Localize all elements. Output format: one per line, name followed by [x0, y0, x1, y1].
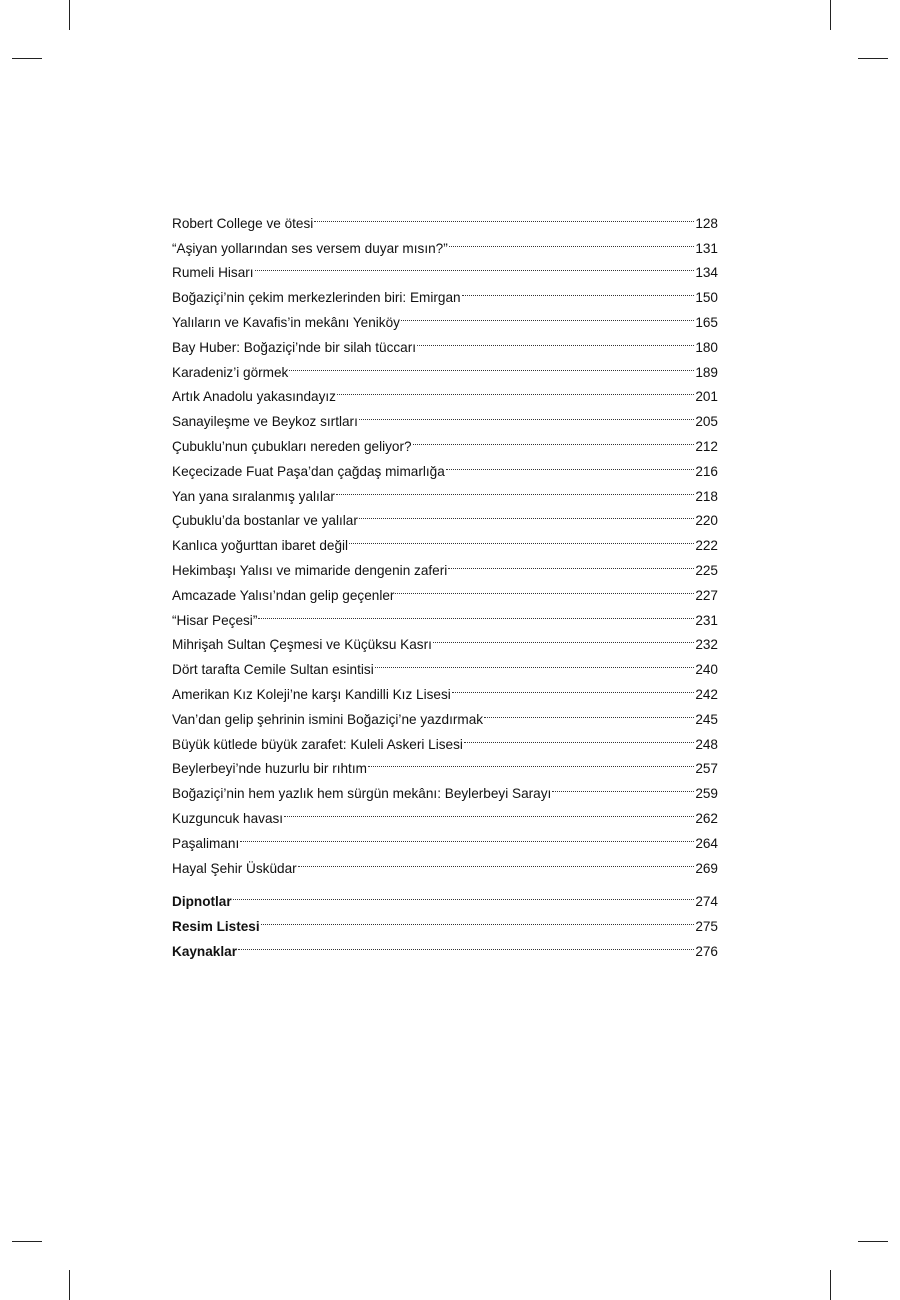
- toc-entry-page-number: 189: [695, 364, 718, 380]
- toc-entry-title: Robert College ve ötesi: [172, 215, 314, 231]
- toc-dot-leader: [349, 525, 694, 550]
- toc-entry-title: Bay Huber: Boğaziçi’nde bir silah tüccarı: [172, 339, 417, 355]
- toc-entry-page-number: 180: [695, 339, 718, 355]
- toc-entry-title: “Aşiyan yollarından ses versem duyar mısın?”: [172, 240, 448, 256]
- toc-dot-leader: [452, 674, 695, 699]
- toc-dot-leader: [261, 906, 695, 931]
- toc-dot-leader: [337, 377, 694, 402]
- toc-dot-leader: [449, 228, 695, 253]
- toc-dot-leader: [359, 401, 694, 426]
- toc-entry-page-number: 242: [695, 686, 718, 702]
- crop-mark-top-right-vertical: [830, 0, 831, 30]
- toc-dot-leader: [359, 501, 694, 526]
- toc-entry-title: Amcazade Yalısı’ndan gelip geçenler: [172, 587, 395, 603]
- toc-entry-title: Mihrişah Sultan Çeşmesi ve Küçüksu Kasrı: [172, 637, 432, 653]
- toc-entry-page-number: 231: [695, 612, 718, 628]
- toc-dot-leader: [255, 253, 695, 278]
- toc-entry-title: Dipnotlar: [172, 894, 232, 910]
- toc-entry-page-number: 222: [695, 538, 718, 554]
- toc-entry-page-number: 232: [695, 637, 718, 653]
- toc-dot-leader: [368, 749, 694, 774]
- toc-entry-title: “Hisar Peçesi”: [172, 612, 258, 628]
- toc-dot-leader: [413, 426, 695, 451]
- toc-dot-leader: [433, 625, 694, 650]
- toc-entry-page-number: 201: [695, 389, 718, 405]
- toc-dot-leader: [336, 476, 694, 501]
- toc-entry-page-number: 269: [695, 860, 718, 876]
- toc-chapter-list: [172, 203, 718, 876]
- toc-entry-title: Kaynaklar: [172, 943, 237, 959]
- table-of-contents: [172, 203, 718, 959]
- toc-entry-title: Rumeli Hisarı: [172, 265, 254, 281]
- toc-entry-title: Kanlıca yoğurttan ibaret değil: [172, 538, 349, 554]
- toc-entry-page-number: 220: [695, 513, 718, 529]
- toc-entry: [172, 277, 718, 306]
- toc-dot-leader: [552, 773, 694, 798]
- toc-dot-leader: [314, 203, 694, 228]
- toc-entry-page-number: 240: [695, 662, 718, 678]
- toc-entry-title: Dört tarafta Cemile Sultan esintisi: [172, 662, 374, 678]
- crop-mark-top-right-horizontal: [858, 58, 888, 59]
- crop-mark-top-left-horizontal: [12, 58, 42, 59]
- toc-entry: [172, 848, 718, 876]
- toc-entry-title: Beylerbeyi’nde huzurlu bir rıhtım: [172, 761, 367, 777]
- toc-entry-page-number: 259: [695, 786, 718, 802]
- toc-entry-title: Resim Listesi: [172, 919, 260, 935]
- toc-dot-leader: [289, 352, 694, 377]
- toc-dot-leader: [284, 798, 694, 823]
- toc-dot-leader: [298, 848, 695, 873]
- toc-entry-page-number: 275: [695, 919, 718, 935]
- toc-entry-title: Sanayileşme ve Beykoz sırtları: [172, 414, 358, 430]
- toc-entry-title: Keçecizade Fuat Paşa’dan çağdaş mimarlığa: [172, 463, 445, 479]
- toc-entry-page-number: 262: [695, 810, 718, 826]
- toc-entry-page-number: 276: [695, 943, 718, 959]
- toc-entry-page-number: 131: [695, 240, 718, 256]
- crop-mark-bottom-right-horizontal: [858, 1241, 888, 1242]
- toc-dot-leader: [240, 823, 694, 848]
- toc-dot-leader: [462, 277, 695, 302]
- toc-entry-page-number: 205: [695, 414, 718, 430]
- toc-dot-leader: [448, 550, 694, 575]
- toc-entry-page-number: 128: [695, 215, 718, 231]
- crop-mark-bottom-right-vertical: [830, 1270, 831, 1300]
- toc-entry-page-number: 225: [695, 562, 718, 578]
- toc-entry-title: Çubuklu’da bostanlar ve yalılar: [172, 513, 358, 529]
- toc-entry-title: Çubuklu’nun çubukları nereden geliyor?: [172, 438, 412, 454]
- toc-entry-title: Kuzguncuk havası: [172, 810, 284, 826]
- toc-dot-leader: [484, 699, 694, 724]
- toc-entry-page-number: 248: [695, 736, 718, 752]
- toc-entry-title: Boğaziçi’nin çekim merkezlerinden biri: Emirgan: [172, 290, 461, 306]
- toc-entry-page-number: 257: [695, 761, 718, 777]
- crop-mark-bottom-left-horizontal: [12, 1241, 42, 1242]
- toc-entry-title: Karadeniz’i görmek: [172, 364, 289, 380]
- toc-entry-page-number: 274: [695, 894, 718, 910]
- toc-entry: [172, 882, 718, 910]
- toc-dot-leader: [446, 451, 695, 476]
- toc-dot-leader: [375, 649, 695, 674]
- toc-entry-page-number: 227: [695, 587, 718, 603]
- toc-entry-title: Hayal Şehir Üsküdar: [172, 860, 297, 876]
- toc-entry-page-number: 218: [695, 488, 718, 504]
- crop-mark-top-left-vertical: [69, 0, 70, 30]
- toc-back-matter-list: [172, 882, 718, 959]
- toc-entry-title: Amerikan Kız Koleji’ne karşı Kandilli Kız Lisesi: [172, 686, 451, 702]
- toc-dot-leader: [395, 575, 694, 600]
- toc-entry-title: Yan yana sıralanmış yalılar: [172, 488, 335, 504]
- toc-dot-leader: [258, 600, 694, 625]
- toc-entry-page-number: 134: [695, 265, 718, 281]
- toc-dot-leader: [464, 724, 694, 749]
- toc-dot-leader: [233, 882, 695, 907]
- toc-entry-page-number: 165: [695, 314, 718, 330]
- toc-entry: [172, 931, 718, 959]
- toc-entry-title: Büyük kütlede büyük zarafet: Kuleli Askeri Lisesi: [172, 736, 463, 752]
- toc-dot-leader: [401, 302, 694, 327]
- toc-entry-title: Boğaziçi’nin hem yazlık hem sürgün mekânı: Beylerbeyi Sarayı: [172, 786, 552, 802]
- toc-dot-leader: [238, 931, 694, 956]
- toc-entry: [172, 253, 718, 281]
- toc-entry: [172, 906, 718, 935]
- toc-entry-title: Van’dan gelip şehrinin ismini Boğaziçi’ne yazdırmak: [172, 711, 484, 727]
- toc-entry-page-number: 212: [695, 438, 718, 454]
- toc-entry: [172, 823, 718, 851]
- toc-entry-title: Artık Anadolu yakasındayız: [172, 389, 336, 405]
- toc-entry-page-number: 216: [695, 463, 718, 479]
- toc-entry-page-number: 264: [695, 835, 718, 851]
- toc-entry: [172, 203, 718, 231]
- toc-entry-title: Hekimbaşı Yalısı ve mimaride dengenin zaferi: [172, 562, 448, 578]
- toc-entry-title: Paşalimanı: [172, 835, 240, 851]
- toc-entry-page-number: 245: [695, 711, 718, 727]
- toc-entry-page-number: 150: [695, 290, 718, 306]
- toc-entry-title: Yalıların ve Kavafis’in mekânı Yeniköy: [172, 314, 400, 330]
- crop-mark-bottom-left-vertical: [69, 1270, 70, 1300]
- toc-dot-leader: [417, 327, 694, 352]
